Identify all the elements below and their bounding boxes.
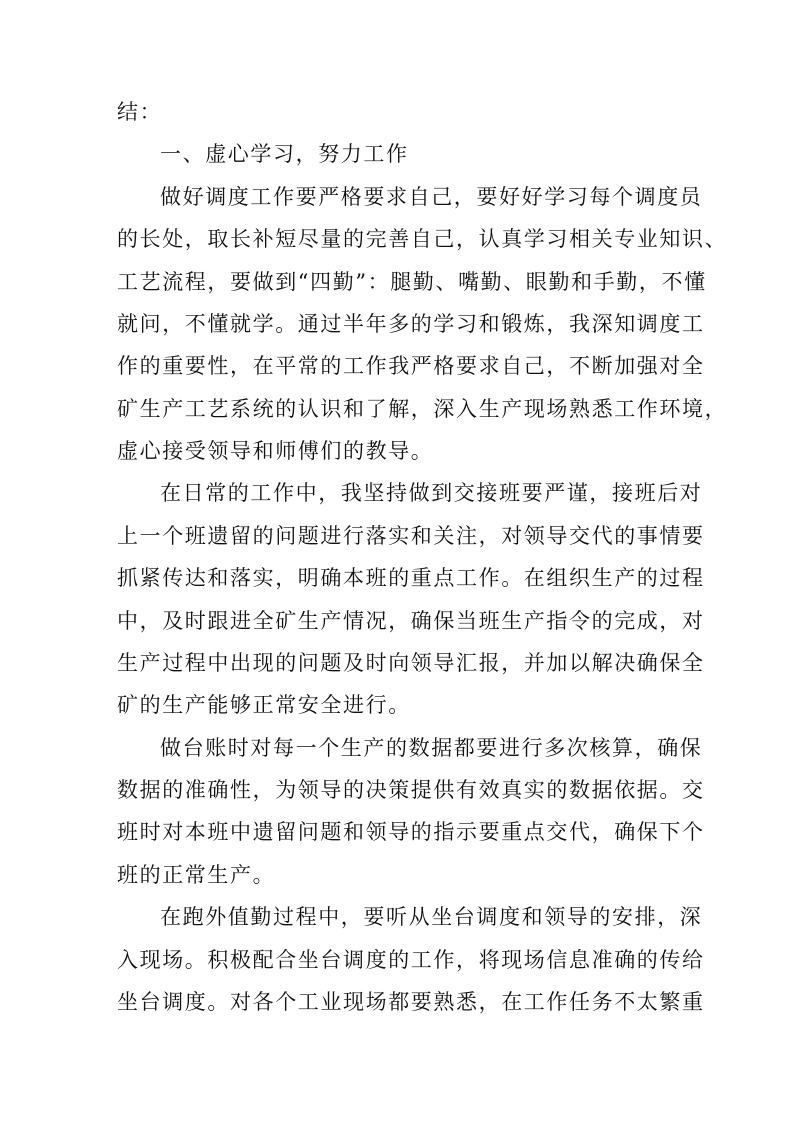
text-line: 抓紧传达和落实，明确本班的重点工作。在组织生产的过程 bbox=[117, 566, 705, 590]
text-line: 作的重要性，在平常的工作我严格要求自己，不断加强对全 bbox=[117, 354, 705, 378]
text-line: 结： bbox=[117, 100, 163, 124]
text-line: 矿生产工艺系统的认识和了解，深入生产现场熟悉工作环境， bbox=[117, 397, 728, 421]
text-line: 工艺流程，要做到“四勤”：腿勤、嘴勤、眼勤和手勤，不懂 bbox=[117, 270, 707, 294]
text-line: 数据的准确性，为领导的决策提供有效真实的数据依据。交 bbox=[117, 778, 705, 802]
text-line: 班的正常生产。 bbox=[117, 863, 276, 887]
section-heading: 一、虚心学习，努力工作 bbox=[160, 142, 409, 166]
text-line: 做台账时对每一个生产的数据都要进行多次核算，确保 bbox=[160, 736, 703, 760]
text-line: 入现场。积极配合坐台调度的工作，将现场信息准确的传给 bbox=[117, 948, 705, 972]
text-line: 的长处，取长补短尽量的完善自己，认真学习相关专业知识、 bbox=[117, 227, 728, 251]
text-line: 就问，不懂就学。通过半年多的学习和锻炼，我深知调度工 bbox=[117, 312, 705, 336]
text-line: 坐台调度。对各个工业现场都要熟悉，在工作任务不太繁重 bbox=[117, 990, 705, 1014]
text-line: 在跑外值勤过程中，要听从坐台调度和领导的安排，深 bbox=[160, 905, 703, 929]
text-line: 做好调度工作要严格要求自己，要好好学习每个调度员 bbox=[160, 185, 703, 209]
text-line: 矿的生产能够正常安全进行。 bbox=[117, 693, 411, 717]
text-line: 虚心接受领导和师傅们的教导。 bbox=[117, 439, 434, 463]
text-line: 生产过程中出现的问题及时向领导汇报，并加以解决确保全 bbox=[117, 651, 705, 675]
text-line: 在日常的工作中，我坚持做到交接班要严谨，接班后对 bbox=[160, 481, 703, 505]
text-line: 中，及时跟进全矿生产情况，确保当班生产指令的完成，对 bbox=[117, 609, 705, 633]
text-line: 班时对本班中遗留问题和领导的指示要重点交代，确保下个 bbox=[117, 820, 705, 844]
text-line: 上一个班遗留的问题进行落实和关注，对领导交代的事情要 bbox=[117, 524, 705, 548]
